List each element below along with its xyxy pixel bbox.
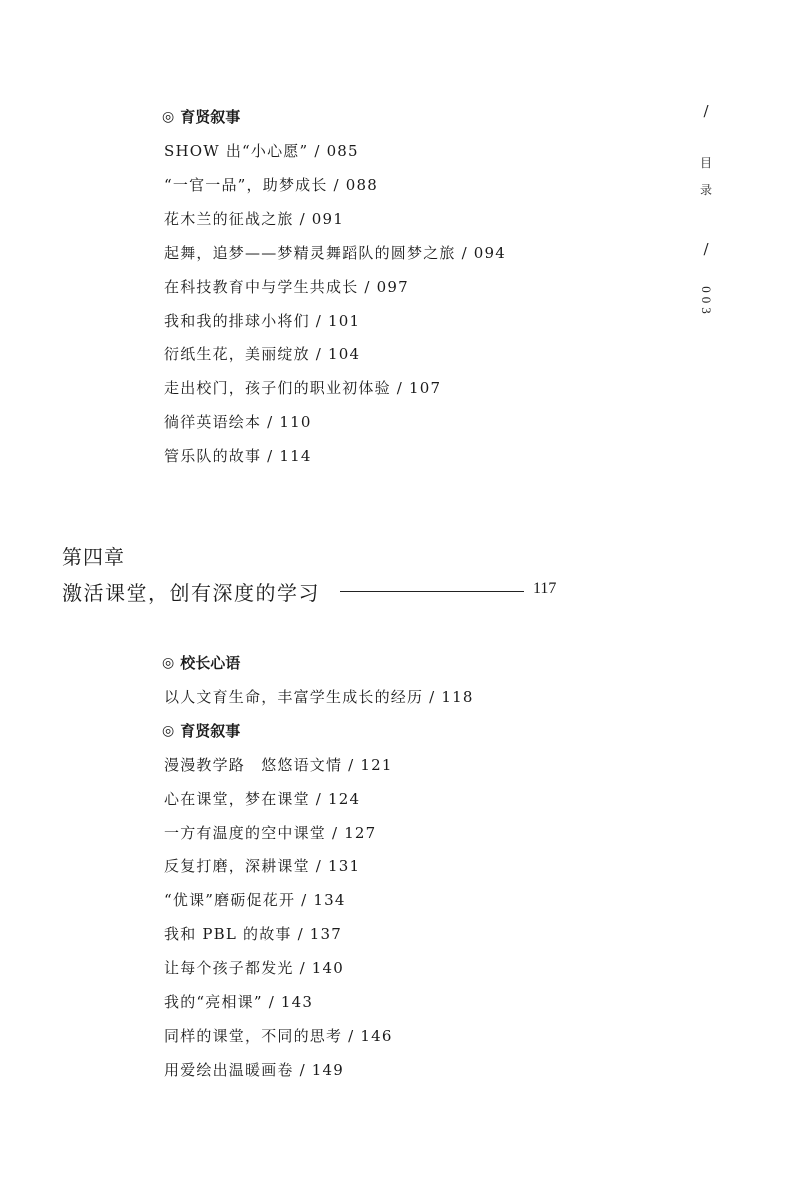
toc-entry[interactable]: 我的“亮相课” / 143 <box>164 993 314 1011</box>
chapter-leader-line <box>340 591 524 592</box>
toc-entry[interactable]: 徜徉英语绘本 / 110 <box>164 413 312 431</box>
toc-entry[interactable]: 反复打磨，深耕课堂 / 131 <box>164 857 361 875</box>
running-header-char: 目 <box>699 156 712 170</box>
toc-entry[interactable]: 在科技教育中与学生共成长 / 097 <box>164 278 409 296</box>
toc-entry[interactable]: 管乐队的故事 / 114 <box>164 447 312 465</box>
toc-entry[interactable]: “优课”磨砺促花开 / 134 <box>164 891 346 909</box>
running-header-title <box>694 150 718 204</box>
section-heading-label: 育贤叙事 <box>180 722 241 740</box>
toc-entry[interactable]: 一方有温度的空中课堂 / 127 <box>164 824 377 842</box>
toc-entry[interactable]: 同样的课堂，不同的思考 / 146 <box>164 1027 393 1045</box>
section-heading <box>162 720 240 741</box>
section-heading-label: 校长心语 <box>180 654 241 672</box>
double-circle-icon: ◎ <box>162 722 175 739</box>
toc-entry[interactable]: 走出校门，孩子们的职业初体验 / 107 <box>164 379 442 397</box>
double-circle-icon: ◎ <box>162 108 175 125</box>
chapter-page-number: 117 <box>533 580 557 597</box>
toc-entry[interactable]: SHOW 出“小心愿” / 085 <box>164 142 359 160</box>
chapter-title[interactable]: 激活课堂，创有深度的学习 <box>62 581 320 605</box>
toc-entry[interactable]: 花木兰的征战之旅 / 091 <box>164 210 345 228</box>
toc-entry[interactable]: 以人文育生命，丰富学生成长的经历 / 118 <box>164 688 474 706</box>
section-heading-label: 育贤叙事 <box>180 108 241 126</box>
running-header-slash-bottom: / <box>703 240 709 258</box>
section-heading <box>162 652 240 673</box>
page-number: 003 <box>699 286 714 318</box>
toc-entry[interactable]: 我和 PBL 的故事 / 137 <box>164 925 343 943</box>
running-header-char: 录 <box>699 183 712 197</box>
chapter-number: 第四章 <box>62 545 125 569</box>
toc-entry[interactable]: 起舞，追梦——梦精灵舞蹈队的圆梦之旅 / 094 <box>164 244 507 262</box>
toc-entry[interactable]: 用爱绘出温暖画卷 / 149 <box>164 1061 345 1079</box>
toc-entry[interactable]: “一官一品”，助梦成长 / 088 <box>164 176 378 194</box>
toc-entry[interactable]: 心在课堂，梦在课堂 / 124 <box>164 790 361 808</box>
toc-entry[interactable]: 漫漫教学路 悠悠语文情 / 121 <box>164 756 393 774</box>
double-circle-icon: ◎ <box>162 654 175 671</box>
section-heading <box>162 106 240 127</box>
toc-entry[interactable]: 我和我的排球小将们 / 101 <box>164 312 361 330</box>
running-header-slash-top: / <box>703 102 709 120</box>
toc-entry[interactable]: 让每个孩子都发光 / 140 <box>164 959 345 977</box>
toc-entry[interactable]: 衍纸生花，美丽绽放 / 104 <box>164 345 361 363</box>
